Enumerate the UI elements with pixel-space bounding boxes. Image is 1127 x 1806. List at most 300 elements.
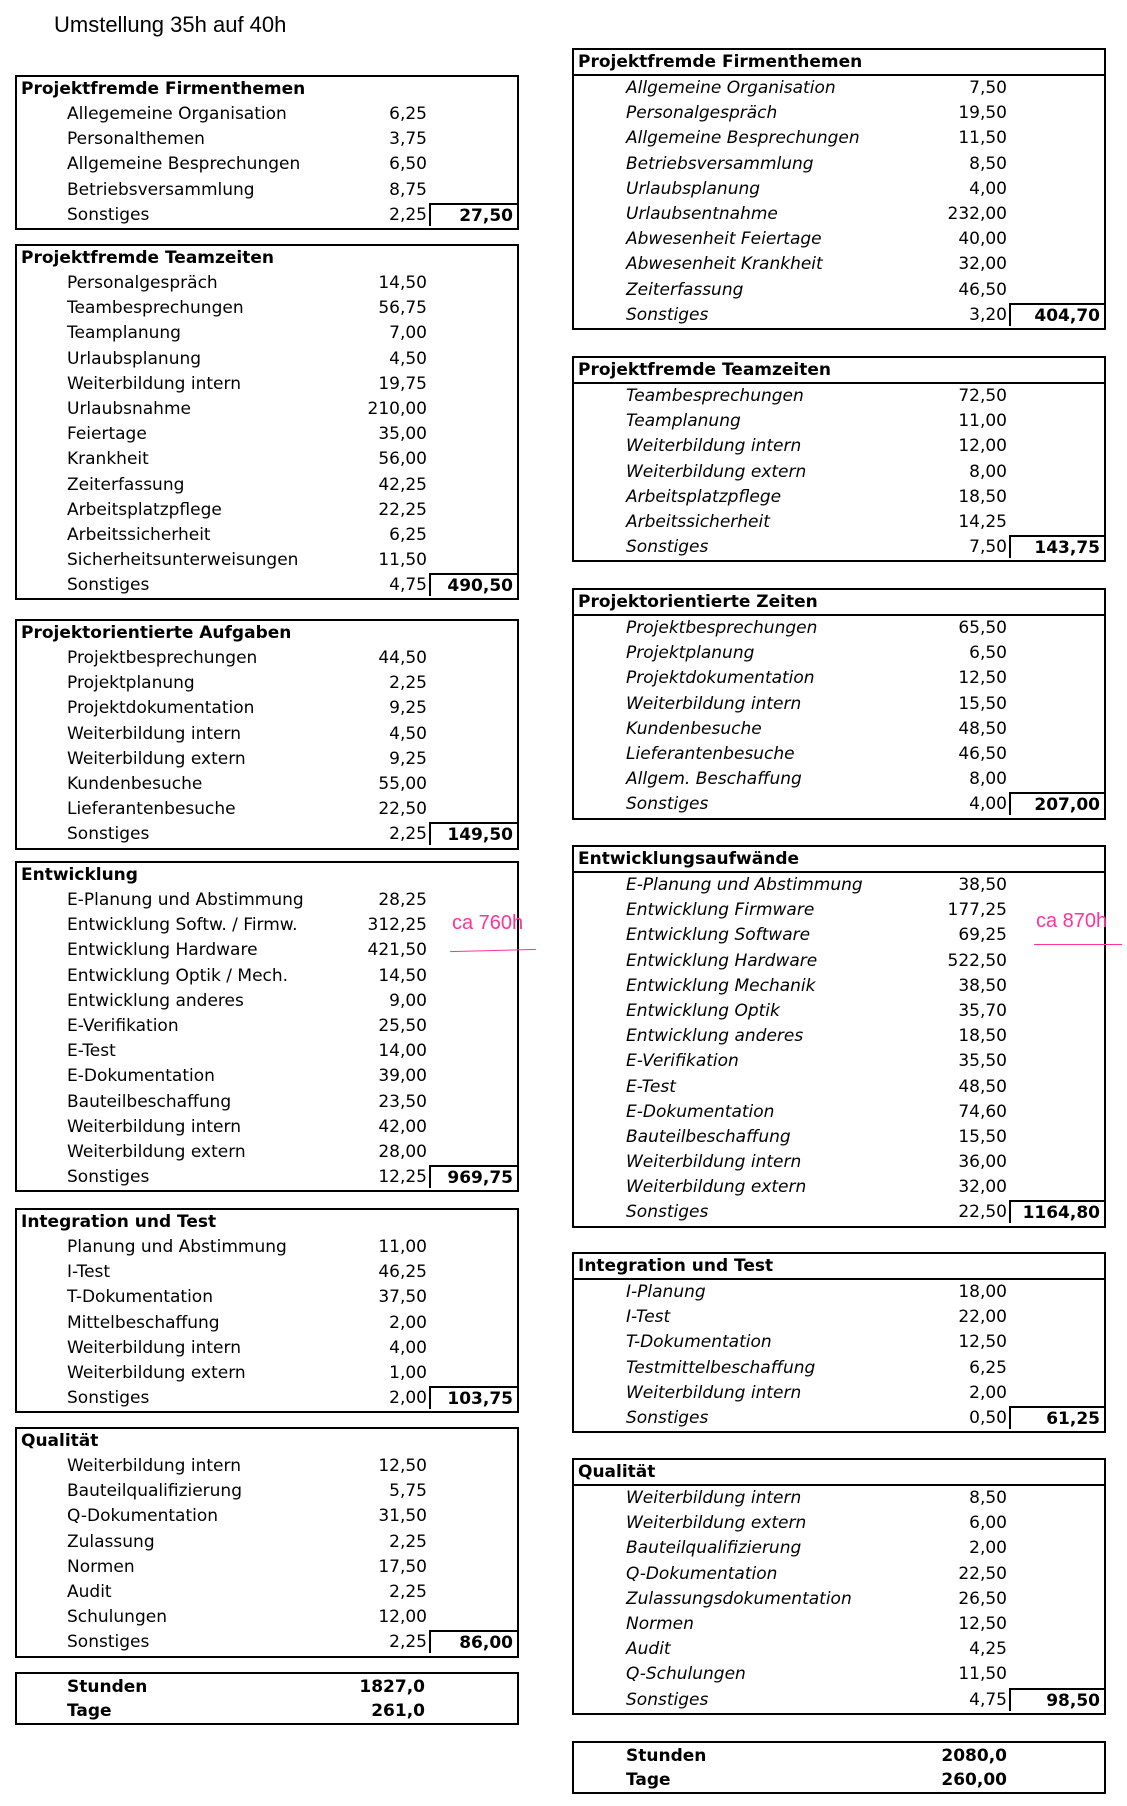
- row-value: 5,75: [389, 1481, 427, 1502]
- row-value: 12,00: [378, 1607, 427, 1628]
- row-label: Urlaubsplanung: [626, 178, 761, 199]
- section-total: 98,50: [1009, 1688, 1104, 1711]
- row-value: 48,50: [958, 1076, 1007, 1097]
- table-row: [17, 1039, 517, 1064]
- table-row: [574, 949, 1104, 974]
- row-label: Entwicklung anderes: [626, 1026, 804, 1047]
- row-value: 22,25: [378, 499, 427, 520]
- table-row: [574, 1305, 1104, 1330]
- row-label: Q-Schulungen: [626, 1664, 746, 1685]
- section-total: 61,25: [1009, 1406, 1104, 1429]
- table-row: [17, 573, 517, 598]
- section-title: Entwicklung: [21, 865, 138, 885]
- summary-row: [574, 1744, 1104, 1768]
- row-label: T-Dokumentation: [67, 1287, 213, 1308]
- section-box: [15, 1208, 519, 1413]
- row-label: Urlaubsentnahme: [626, 203, 778, 224]
- table-row: [17, 913, 517, 938]
- row-value: 38,50: [958, 875, 1007, 895]
- table-row: [574, 303, 1104, 328]
- summary-row: [17, 1699, 517, 1723]
- table-row: [17, 888, 517, 913]
- row-label: Projektbesprechungen: [626, 618, 818, 638]
- table-row: [574, 252, 1104, 277]
- section-box: [15, 244, 519, 600]
- section-box: [572, 356, 1106, 562]
- row-label: Teamplanung: [626, 411, 741, 432]
- section-title: Projektfremde Teamzeiten: [574, 358, 1104, 384]
- row-label: Weiterbildung extern: [626, 1177, 807, 1198]
- row-value: 8,50: [969, 153, 1007, 174]
- row-label: Allgem. Beschaffung: [626, 769, 802, 790]
- row-label: Lieferantenbesuche: [67, 799, 236, 820]
- row-value: 4,00: [969, 178, 1007, 199]
- table-row: [17, 696, 517, 721]
- row-label: Arbeitsplatzpflege: [67, 499, 222, 520]
- row-value: 65,50: [958, 618, 1007, 638]
- table-row: [574, 1150, 1104, 1175]
- row-label: Weiterbildung intern: [626, 693, 802, 714]
- row-label: Kundenbesuche: [626, 718, 762, 739]
- section-total: 86,00: [429, 1630, 517, 1653]
- left-section-projektfremde-teamzeiten: [15, 244, 519, 600]
- row-label: Normen: [626, 1613, 694, 1634]
- section-total: 149,50: [429, 822, 517, 845]
- table-row: [574, 767, 1104, 792]
- right-section-integration-und-test: [572, 1252, 1106, 1433]
- table-row: [574, 101, 1104, 126]
- table-row: [574, 666, 1104, 691]
- row-value: 2,25: [389, 1632, 427, 1653]
- row-value: 7,50: [969, 537, 1007, 558]
- summary-box: [572, 1741, 1106, 1794]
- row-label: Urlaubsplanung: [67, 348, 202, 369]
- row-value: 8,75: [389, 179, 427, 200]
- table-row: [574, 1075, 1104, 1100]
- table-row: [574, 1562, 1104, 1587]
- row-label: Entwicklung Hardware: [626, 950, 818, 971]
- row-label: Sonstiges: [626, 1689, 709, 1710]
- row-value: 35,70: [958, 1000, 1007, 1021]
- summary-row: [574, 1768, 1104, 1792]
- right-section-qualitaet: [572, 1458, 1106, 1715]
- row-label: I-Test: [626, 1307, 671, 1328]
- row-value: 8,00: [969, 461, 1007, 482]
- row-value: 22,50: [378, 799, 427, 820]
- row-value: 7,50: [969, 78, 1007, 98]
- row-value: 22,50: [958, 1563, 1007, 1584]
- row-label: Lieferantenbesuche: [626, 743, 795, 764]
- table-row: [574, 126, 1104, 151]
- row-value: 12,25: [378, 1167, 427, 1188]
- row-label: I-Test: [67, 1262, 111, 1283]
- table-row: [17, 1260, 517, 1285]
- row-label: Zulassung: [67, 1531, 155, 1552]
- row-value: 23,50: [378, 1091, 427, 1112]
- row-value: 14,25: [958, 511, 1007, 532]
- row-value: 46,25: [378, 1262, 427, 1283]
- table-row: [574, 641, 1104, 666]
- section-total: 27,50: [429, 203, 517, 226]
- row-label: Sonstiges: [626, 1407, 709, 1428]
- table-row: [574, 1175, 1104, 1200]
- row-value: 55,00: [378, 773, 427, 794]
- table-row: [17, 523, 517, 548]
- table-row: [17, 473, 517, 498]
- row-label: Urlaubsnahme: [67, 398, 191, 419]
- row-label: E-Planung und Abstimmung: [67, 890, 304, 910]
- table-row: [17, 548, 517, 573]
- section-box: [15, 75, 519, 230]
- row-label: Projektplanung: [626, 643, 755, 664]
- summary-row: [17, 1675, 517, 1699]
- row-value: 35,50: [958, 1051, 1007, 1072]
- table-row: [17, 772, 517, 797]
- row-value: 6,25: [969, 1357, 1007, 1378]
- section-box: [15, 861, 519, 1192]
- table-row: [574, 1330, 1104, 1355]
- right-annotation-note: ca 870h: [1036, 910, 1108, 932]
- table-row: [17, 1090, 517, 1115]
- row-label: Weiterbildung intern: [626, 1152, 802, 1173]
- table-row: [17, 203, 517, 228]
- row-value: 312,25: [367, 915, 427, 936]
- table-row: [17, 321, 517, 346]
- row-label: Weiterbildung extern: [626, 1513, 807, 1534]
- row-label: Personalgespräch: [67, 273, 218, 293]
- table-row: [574, 1486, 1104, 1511]
- table-row: [574, 999, 1104, 1024]
- row-value: 4,75: [389, 575, 427, 596]
- section-total: 969,75: [429, 1165, 517, 1188]
- table-row: [17, 938, 517, 963]
- table-row: [17, 1014, 517, 1039]
- row-label: Abwesenheit Krankheit: [626, 254, 823, 275]
- row-value: 9,25: [389, 748, 427, 769]
- row-value: 15,50: [958, 693, 1007, 714]
- table-row: [17, 447, 517, 472]
- table-row: [574, 1049, 1104, 1074]
- row-value: 14,50: [378, 965, 427, 986]
- summary-value: 2080,0: [941, 1746, 1007, 1766]
- row-label: Betriebsversammlung: [67, 179, 255, 200]
- table-row: [17, 1311, 517, 1336]
- row-value: 22,00: [958, 1307, 1007, 1328]
- row-value: 2,25: [389, 1581, 427, 1602]
- section-box: [572, 48, 1106, 330]
- row-value: 2,25: [389, 204, 427, 225]
- table-row: [574, 692, 1104, 717]
- table-row: [17, 1479, 517, 1504]
- table-row: [17, 1555, 517, 1580]
- row-value: 4,25: [969, 1639, 1007, 1660]
- row-label: Sonstiges: [626, 794, 709, 815]
- table-row: [574, 227, 1104, 252]
- row-label: E-Dokumentation: [626, 1101, 775, 1122]
- table-row: [17, 671, 517, 696]
- section-title: Projektorientierte Zeiten: [574, 590, 1104, 616]
- row-label: Arbeitsplatzpflege: [626, 486, 782, 507]
- row-value: 40,00: [958, 229, 1007, 250]
- row-label: Mittelbeschaffung: [67, 1312, 220, 1333]
- row-value: 26,50: [958, 1588, 1007, 1609]
- row-value: 38,50: [958, 975, 1007, 996]
- row-label: Weiterbildung extern: [626, 461, 807, 482]
- summary-value: 261,0: [371, 1701, 425, 1721]
- row-value: 1,00: [389, 1362, 427, 1383]
- section-total: 207,00: [1009, 792, 1104, 815]
- row-value: 22,50: [958, 1202, 1007, 1223]
- row-value: 32,00: [958, 254, 1007, 275]
- table-row: [17, 1140, 517, 1165]
- row-value: 42,00: [378, 1116, 427, 1137]
- row-label: Weiterbildung extern: [67, 748, 246, 769]
- row-value: 28,00: [378, 1141, 427, 1162]
- table-row: [574, 177, 1104, 202]
- row-label: Projektbesprechungen: [67, 648, 258, 668]
- table-row: [574, 1356, 1104, 1381]
- row-value: 3,20: [969, 304, 1007, 325]
- table-row: [574, 1381, 1104, 1406]
- table-row: [17, 1580, 517, 1605]
- row-value: 14,50: [378, 273, 427, 293]
- section-total: 490,50: [429, 573, 517, 596]
- table-row: [17, 102, 517, 127]
- row-label: Zeiterfassung: [67, 474, 185, 495]
- section-title: Projektfremde Teamzeiten: [21, 248, 275, 268]
- table-row: [574, 384, 1104, 409]
- section-title: Projektfremde Firmenthemen: [574, 50, 1104, 76]
- row-value: 19,50: [958, 103, 1007, 124]
- table-row: [17, 1605, 517, 1630]
- row-label: E-Dokumentation: [67, 1066, 215, 1087]
- row-label: Sonstiges: [626, 537, 709, 558]
- row-label: Weiterbildung extern: [67, 1362, 246, 1383]
- section-box: [15, 1427, 519, 1658]
- table-row: [17, 1454, 517, 1479]
- row-value: 9,00: [389, 990, 427, 1011]
- row-value: 8,50: [969, 1488, 1007, 1508]
- row-label: I-Planung: [626, 1282, 706, 1302]
- row-value: 42,25: [378, 474, 427, 495]
- table-row: [574, 974, 1104, 999]
- table-row: [17, 1064, 517, 1089]
- row-label: Weiterbildung intern: [67, 723, 241, 744]
- row-value: 36,00: [958, 1152, 1007, 1173]
- table-row: [574, 152, 1104, 177]
- row-value: 14,00: [378, 1041, 427, 1062]
- row-label: Sonstiges: [67, 824, 150, 845]
- table-row: [574, 873, 1104, 898]
- table-row: [574, 409, 1104, 434]
- row-label: Personalthemen: [67, 129, 205, 150]
- row-label: E-Verifikation: [67, 1015, 179, 1036]
- row-value: 4,00: [969, 794, 1007, 815]
- summary-value: 260,00: [941, 1770, 1007, 1790]
- table-row: [17, 989, 517, 1014]
- left-summary: [15, 1672, 519, 1725]
- row-label: Bauteilbeschaffung: [67, 1091, 232, 1112]
- table-row: [17, 271, 517, 296]
- table-row: [574, 792, 1104, 817]
- row-value: 11,50: [378, 550, 427, 571]
- table-row: [17, 822, 517, 847]
- table-row: [574, 76, 1104, 101]
- row-value: 2,00: [389, 1388, 427, 1409]
- right-section-projektfremde-teamzeiten: [572, 356, 1106, 562]
- row-label: Sonstiges: [67, 204, 150, 225]
- left-section-projektorientierte-aufgaben: [15, 619, 519, 850]
- table-row: [17, 1386, 517, 1411]
- row-value: 232,00: [947, 203, 1007, 224]
- section-title: Projektfremde Firmenthemen: [21, 79, 306, 99]
- row-value: 2,00: [969, 1538, 1007, 1559]
- row-value: 0,50: [969, 1407, 1007, 1428]
- row-label: Testmittelbeschaffung: [626, 1357, 816, 1378]
- row-value: 46,50: [958, 279, 1007, 300]
- row-label: Kundenbesuche: [67, 773, 203, 794]
- row-label: Q-Dokumentation: [626, 1563, 778, 1584]
- row-value: 2,00: [969, 1382, 1007, 1403]
- row-value: 3,75: [389, 129, 427, 150]
- row-label: Teambesprechungen: [67, 298, 244, 319]
- left-section-entwicklung: [15, 861, 519, 1192]
- table-row: [17, 498, 517, 523]
- table-row: [574, 1511, 1104, 1536]
- table-row: [574, 1125, 1104, 1150]
- table-row: [17, 747, 517, 772]
- row-label: Weiterbildung intern: [67, 1116, 241, 1137]
- table-row: [574, 1587, 1104, 1612]
- table-row: [17, 1235, 517, 1260]
- row-value: 12,50: [378, 1456, 427, 1476]
- page-heading: Umstellung 35h auf 40h: [54, 12, 287, 37]
- row-value: 72,50: [958, 386, 1007, 406]
- row-label: Personalgespräch: [626, 103, 778, 124]
- row-label: Weiterbildung intern: [67, 1456, 241, 1476]
- row-value: 17,50: [378, 1556, 427, 1577]
- section-title: Qualität: [574, 1460, 1104, 1486]
- row-label: Weiterbildung intern: [626, 1382, 802, 1403]
- row-label: Sonstiges: [626, 1202, 709, 1223]
- row-value: 6,25: [389, 524, 427, 545]
- table-row: [574, 1637, 1104, 1662]
- row-label: Teambesprechungen: [626, 386, 804, 406]
- row-label: E-Test: [67, 1041, 116, 1062]
- table-row: [17, 646, 517, 671]
- section-title: Entwicklungsaufwände: [574, 847, 1104, 873]
- row-label: Audit: [67, 1581, 112, 1602]
- table-row: [574, 1536, 1104, 1561]
- table-row: [17, 372, 517, 397]
- summary-label: Tage: [626, 1770, 671, 1790]
- row-value: 11,50: [958, 1664, 1007, 1685]
- row-label: Arbeitssicherheit: [67, 524, 211, 545]
- row-value: 28,25: [378, 890, 427, 910]
- row-value: 31,50: [378, 1506, 427, 1527]
- table-row: [574, 717, 1104, 742]
- row-label: T-Dokumentation: [626, 1332, 772, 1353]
- section-total: 103,75: [429, 1386, 517, 1409]
- table-row: [574, 460, 1104, 485]
- row-label: Entwicklung anderes: [67, 990, 244, 1011]
- section-total: 404,70: [1009, 303, 1104, 326]
- left-annotation-note: ca 760h: [452, 912, 524, 934]
- row-label: Arbeitssicherheit: [626, 511, 770, 532]
- row-value: 35,00: [378, 424, 427, 445]
- row-value: 18,50: [958, 1026, 1007, 1047]
- table-row: [17, 1361, 517, 1386]
- row-label: Entwicklung Software: [626, 925, 811, 946]
- row-value: 2,25: [389, 1531, 427, 1552]
- table-row: [17, 347, 517, 372]
- row-value: 18,00: [958, 1282, 1007, 1302]
- row-label: E-Test: [626, 1076, 676, 1097]
- row-label: Krankheit: [67, 449, 149, 470]
- row-label: Entwicklung Firmware: [626, 900, 815, 921]
- row-value: 25,50: [378, 1015, 427, 1036]
- table-row: [574, 535, 1104, 560]
- table-row: [17, 1504, 517, 1529]
- row-value: 12,00: [958, 436, 1007, 457]
- row-label: Entwicklung Mechanik: [626, 975, 816, 996]
- row-label: Sonstiges: [626, 304, 709, 325]
- row-value: 46,50: [958, 743, 1007, 764]
- row-label: Normen: [67, 1556, 135, 1577]
- row-value: 44,50: [378, 648, 427, 668]
- row-label: Sonstiges: [67, 1167, 150, 1188]
- row-value: 2,00: [389, 1312, 427, 1333]
- row-label: Projektdokumentation: [626, 668, 815, 689]
- summary-label: Stunden: [67, 1677, 148, 1697]
- table-row: [17, 1530, 517, 1555]
- row-value: 4,00: [389, 1337, 427, 1358]
- row-label: Entwicklung Softw. / Firmw.: [67, 915, 298, 936]
- row-label: E-Verifikation: [626, 1051, 739, 1072]
- row-value: 48,50: [958, 718, 1007, 739]
- section-box: [15, 619, 519, 850]
- row-label: Zeiterfassung: [626, 279, 744, 300]
- table-row: [574, 485, 1104, 510]
- row-value: 2,25: [389, 824, 427, 845]
- table-row: [17, 152, 517, 177]
- row-label: Weiterbildung intern: [67, 1337, 241, 1358]
- right-section-projektorientierte-zeiten: [572, 588, 1106, 820]
- row-value: 39,00: [378, 1066, 427, 1087]
- table-row: [574, 1024, 1104, 1049]
- row-label: Allgemeine Organisation: [626, 78, 836, 98]
- row-label: Sonstiges: [67, 575, 150, 596]
- row-label: Sicherheitsunterweisungen: [67, 550, 299, 571]
- table-row: [574, 1200, 1104, 1225]
- row-label: Entwicklung Optik: [626, 1000, 780, 1021]
- row-value: 15,50: [958, 1126, 1007, 1147]
- row-label: Planung und Abstimmung: [67, 1237, 287, 1257]
- table-row: [574, 1100, 1104, 1125]
- row-label: Schulungen: [67, 1607, 167, 1628]
- row-label: Allegemeine Organisation: [67, 104, 287, 124]
- row-label: Weiterbildung intern: [626, 1488, 802, 1508]
- left-section-qualitaet: [15, 1427, 519, 1658]
- row-value: 6,25: [389, 104, 427, 124]
- row-label: Projektplanung: [67, 673, 195, 694]
- table-row: [17, 722, 517, 747]
- table-row: [17, 397, 517, 422]
- row-value: 4,50: [389, 348, 427, 369]
- table-row: [17, 1336, 517, 1361]
- section-title: Qualität: [21, 1431, 99, 1451]
- row-value: 32,00: [958, 1177, 1007, 1198]
